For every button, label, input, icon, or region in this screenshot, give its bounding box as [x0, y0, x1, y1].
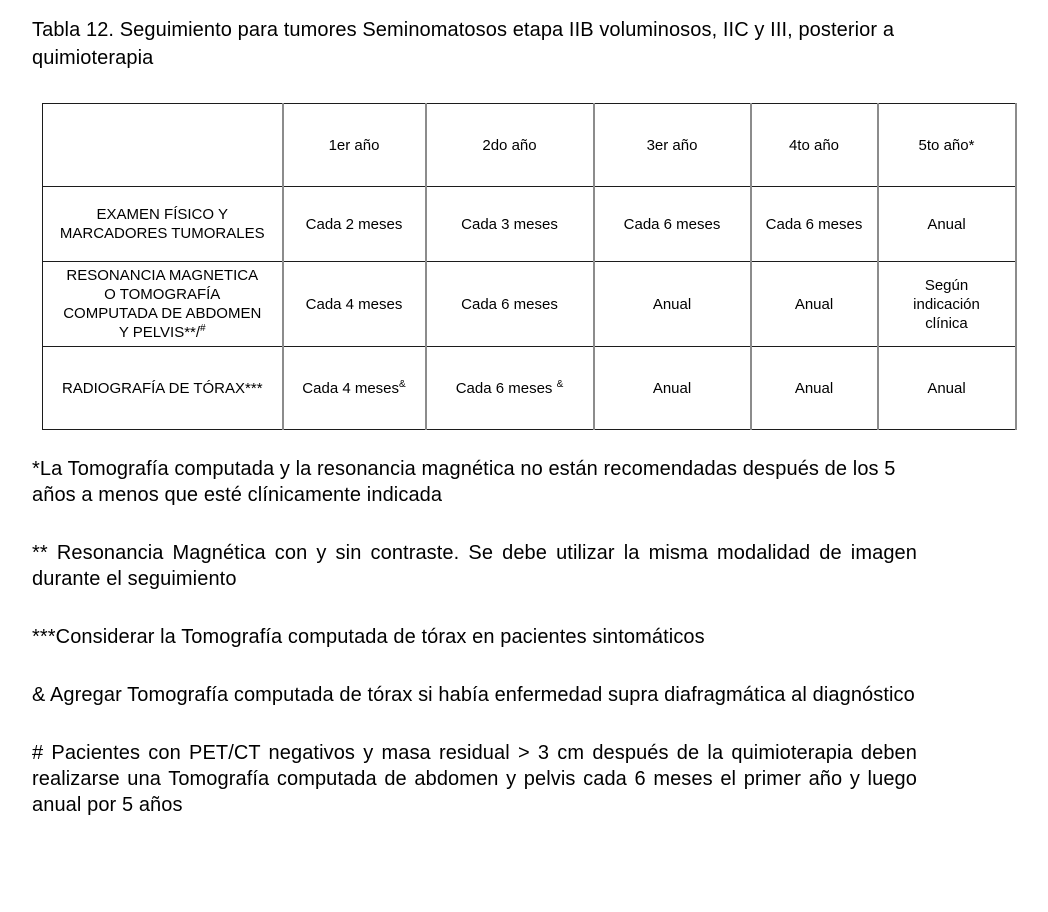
row-label-cell: RADIOGRAFÍA DE TÓRAX***: [43, 347, 283, 430]
footnote-marker: &: [556, 378, 564, 390]
schedule-cell: [878, 262, 1016, 347]
header-cell-year-2: 2do año: [426, 104, 594, 187]
footnote-hash: # Pacientes con PET/CT negativos y masa residual > 3 cm después de la quimioterapia deben realizarse una Tomografía computada de abdomen y pelvis cada 6 meses el primer año y luego anual por 5 años: [32, 742, 917, 816]
schedule-cell-text: Según indicación clínica: [913, 276, 980, 332]
schedule-cell: [426, 347, 594, 430]
schedule-cell: Cada 2 meses: [283, 187, 426, 262]
schedule-cell-text: Cada 6 meses: [455, 379, 557, 397]
page-title: Tabla 12. Seguimiento para tumores Seminomatosos etapa IIB voluminosos, IIC y III, posterior a quimioterapia: [32, 19, 895, 69]
schedule-cell: Anual: [878, 347, 1016, 430]
row-label-cell: [43, 187, 283, 262]
header-cell-year-1: 1er año: [283, 104, 426, 187]
table-row-examen-fisico: [43, 187, 1016, 262]
schedule-cell: Cada 4 meses: [283, 262, 426, 347]
schedule-cell: Cada 6 meses: [594, 187, 751, 262]
header-cell-year-4: 4to año: [751, 104, 878, 187]
schedule-cell: Anual: [751, 262, 878, 347]
header-cell-empty: [43, 104, 283, 187]
footnote-double-asterisk: ** Resonancia Magnética con y sin contraste. Se debe utilizar la misma modalidad de imagen durante el seguimiento: [32, 542, 917, 590]
row-label-cell: [43, 262, 283, 347]
schedule-cell-text: Cada 4 meses: [302, 379, 400, 397]
followup-schedule-table: [42, 103, 1017, 430]
header-cell-year-5: 5to año*: [878, 104, 1016, 187]
header-cell-year-3: 3er año: [594, 104, 751, 187]
schedule-cell: Anual: [751, 347, 878, 430]
schedule-cell: Anual: [878, 187, 1016, 262]
schedule-cell: [283, 347, 426, 430]
table-header-row: [43, 104, 1016, 187]
table-row-radiografia: [43, 347, 1016, 430]
row-label-last-line: Y PELVIS**/: [118, 324, 201, 341]
footnote-asterisk: *La Tomografía computada y la resonancia magnética no están recomendadas después de los 5 años a menos que esté clínicamente indicada: [32, 458, 896, 506]
footnotes-section: [32, 456, 917, 818]
row-label: RESONANCIA MAGNETICA O TOMOGRAFÍA COMPUTADA DE ABDOMEN: [63, 267, 262, 322]
footnote-triple-asterisk: ***Considerar la Tomografía computada de tórax en pacientes sintomáticos: [32, 626, 705, 648]
footnote-marker: #: [200, 323, 206, 334]
table-row-resonancia: [43, 262, 1016, 347]
schedule-cell: Cada 6 meses: [426, 262, 594, 347]
schedule-cell: Cada 3 meses: [426, 187, 594, 262]
row-label: EXAMEN FÍSICO Y MARCADORES TUMORALES: [59, 206, 265, 242]
footnote-ampersand: & Agregar Tomografía computada de tórax si había enfermedad supra diafragmática al diagnóstico: [32, 684, 915, 706]
footnote-marker: &: [399, 378, 406, 390]
schedule-cell: Anual: [594, 347, 751, 430]
schedule-cell: Anual: [594, 262, 751, 347]
schedule-cell: Cada 6 meses: [751, 187, 878, 262]
